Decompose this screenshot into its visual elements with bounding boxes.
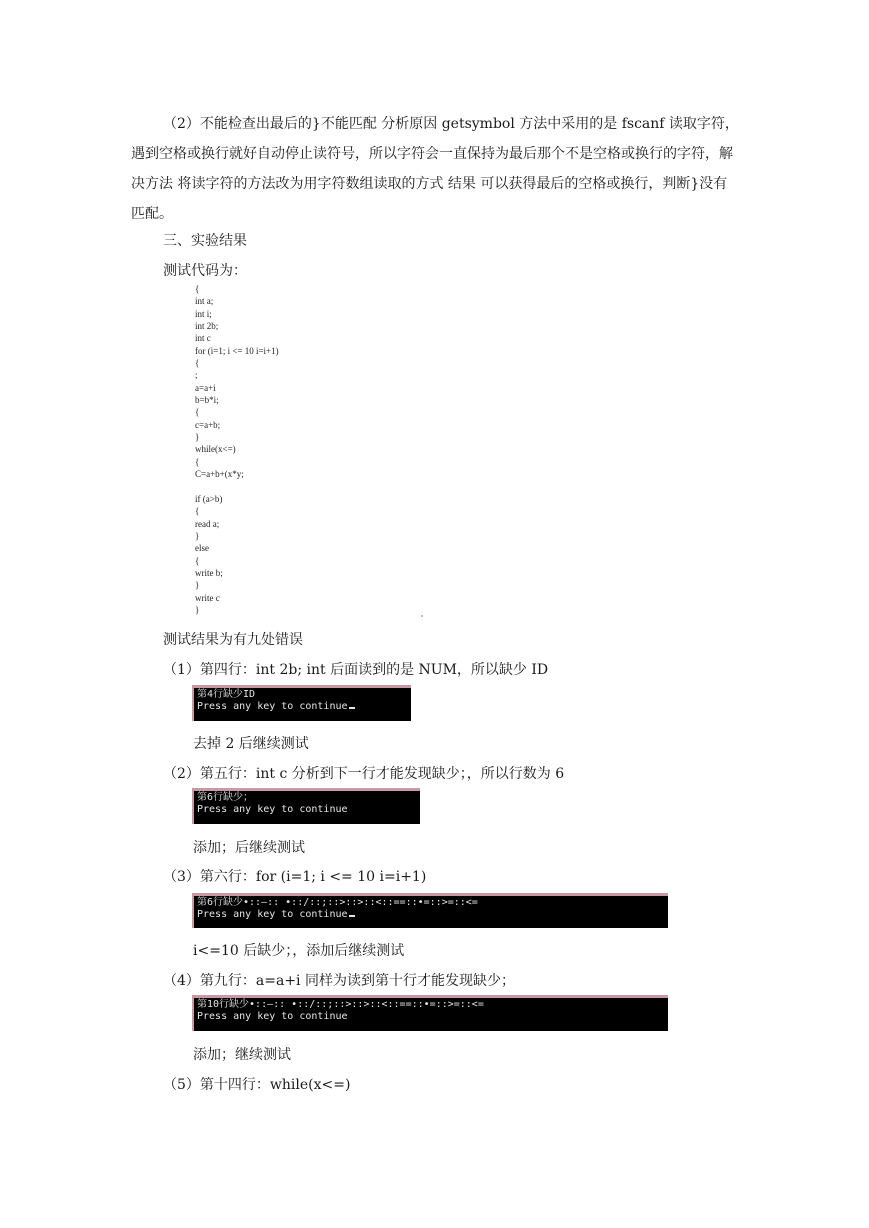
code-line: ; bbox=[195, 370, 198, 381]
error-item-2-note: 添加；后继续测试 bbox=[193, 840, 305, 856]
error-item-1-label: （1）第四行：int 2b; int 后面读到的是 NUM，所以缺少 ID bbox=[163, 662, 549, 678]
console-screenshot-1 bbox=[192, 685, 411, 721]
code-line: } bbox=[195, 530, 200, 541]
code-line: a=a+i bbox=[195, 382, 216, 393]
code-line: } bbox=[195, 580, 200, 591]
code-line: } bbox=[195, 604, 200, 615]
code-line: int a; bbox=[195, 296, 214, 307]
error-item-3-note: i<=10 后缺少；，添加后继续测试 bbox=[193, 943, 405, 959]
console-press-line: Press any key to continue bbox=[197, 701, 411, 713]
code-line: while(x<=) bbox=[195, 444, 236, 455]
console-error-line: 第10行缺少•::–:: •::/::;::>::>::<::==::•=::>=::<= bbox=[197, 999, 484, 1010]
console-error-line: 第6行缺少•::–:: •::/::;::>::>::<::==::•=::>=::<= bbox=[197, 897, 478, 908]
code-line: int c bbox=[195, 333, 211, 344]
error-item-4-note: 添加；继续测试 bbox=[193, 1047, 291, 1063]
console-screenshot-3 bbox=[192, 893, 668, 928]
code-line: if (a>b) bbox=[195, 493, 223, 504]
code-line: { bbox=[195, 555, 200, 566]
error-item-3-label: （3）第六行：for (i=1; i <= 10 i=i+1) bbox=[163, 869, 427, 885]
code-line: int 2b; bbox=[195, 321, 219, 332]
section-title: 三、实验结果 bbox=[163, 233, 247, 249]
code-line: { bbox=[195, 407, 200, 418]
code-line: read a; bbox=[195, 518, 220, 529]
cursor-icon bbox=[349, 707, 355, 709]
error-item-5-label: （5）第十四行：while(x<=) bbox=[163, 1077, 351, 1093]
console-press-line: Press any key to continue bbox=[197, 1011, 348, 1022]
code-line: { bbox=[195, 456, 200, 467]
code-line: } bbox=[195, 432, 200, 443]
analysis-paragraph: （2）不能检查出最后的}不能匹配 分析原因 getsymbol 方法中采用的是 fscanf 读取字符，遇到空格或换行就好自动停止读符号，所以字符会一直保持为最后那个不是空格或换行的字符，解决方法 将读字符的方法改为用字符数组读取的方式 结果 可以获得最后的空格或换行，判断}没有匹配。 bbox=[131, 116, 739, 222]
console-screenshot-2 bbox=[192, 788, 420, 824]
code-line: for (i=1; i <= 10 i=i+1) bbox=[195, 345, 279, 356]
code-intro: 测试代码为： bbox=[163, 263, 247, 279]
code-line: { bbox=[195, 358, 200, 369]
code-line: else bbox=[195, 543, 209, 554]
code-line: C=a+b+(x*y; bbox=[195, 469, 244, 480]
console-error-line: 第6行缺少； bbox=[197, 792, 254, 803]
code-line: c=a+b; bbox=[195, 419, 221, 430]
console-screenshot-4 bbox=[192, 995, 668, 1031]
result-summary: 测试结果为有九处错误 bbox=[163, 632, 303, 648]
code-line: write c bbox=[195, 592, 220, 603]
console-press-line: Press any key to continue bbox=[197, 804, 348, 815]
console-error-line: 第4行缺少ID bbox=[197, 689, 256, 700]
console-press-line: Press any key to continue bbox=[197, 909, 668, 921]
code-line: { bbox=[195, 506, 200, 517]
error-item-4-label: （4）第九行：a=a+i 同样为读到第十行才能发现缺少； bbox=[163, 973, 515, 989]
code-line: b=b*i; bbox=[195, 395, 219, 406]
error-item-2-label: （2）第五行：int c 分析到下一行才能发现缺少；，所以行数为 6 bbox=[163, 766, 565, 782]
code-line bbox=[195, 481, 279, 493]
code-line: { bbox=[195, 284, 200, 294]
scan-dot bbox=[421, 615, 423, 617]
code-line: int i; bbox=[195, 308, 212, 319]
test-code-block bbox=[195, 283, 279, 616]
error-item-1-note: 去掉 2 后继续测试 bbox=[193, 736, 309, 752]
code-line: write b; bbox=[195, 567, 223, 578]
cursor-icon bbox=[349, 915, 355, 917]
